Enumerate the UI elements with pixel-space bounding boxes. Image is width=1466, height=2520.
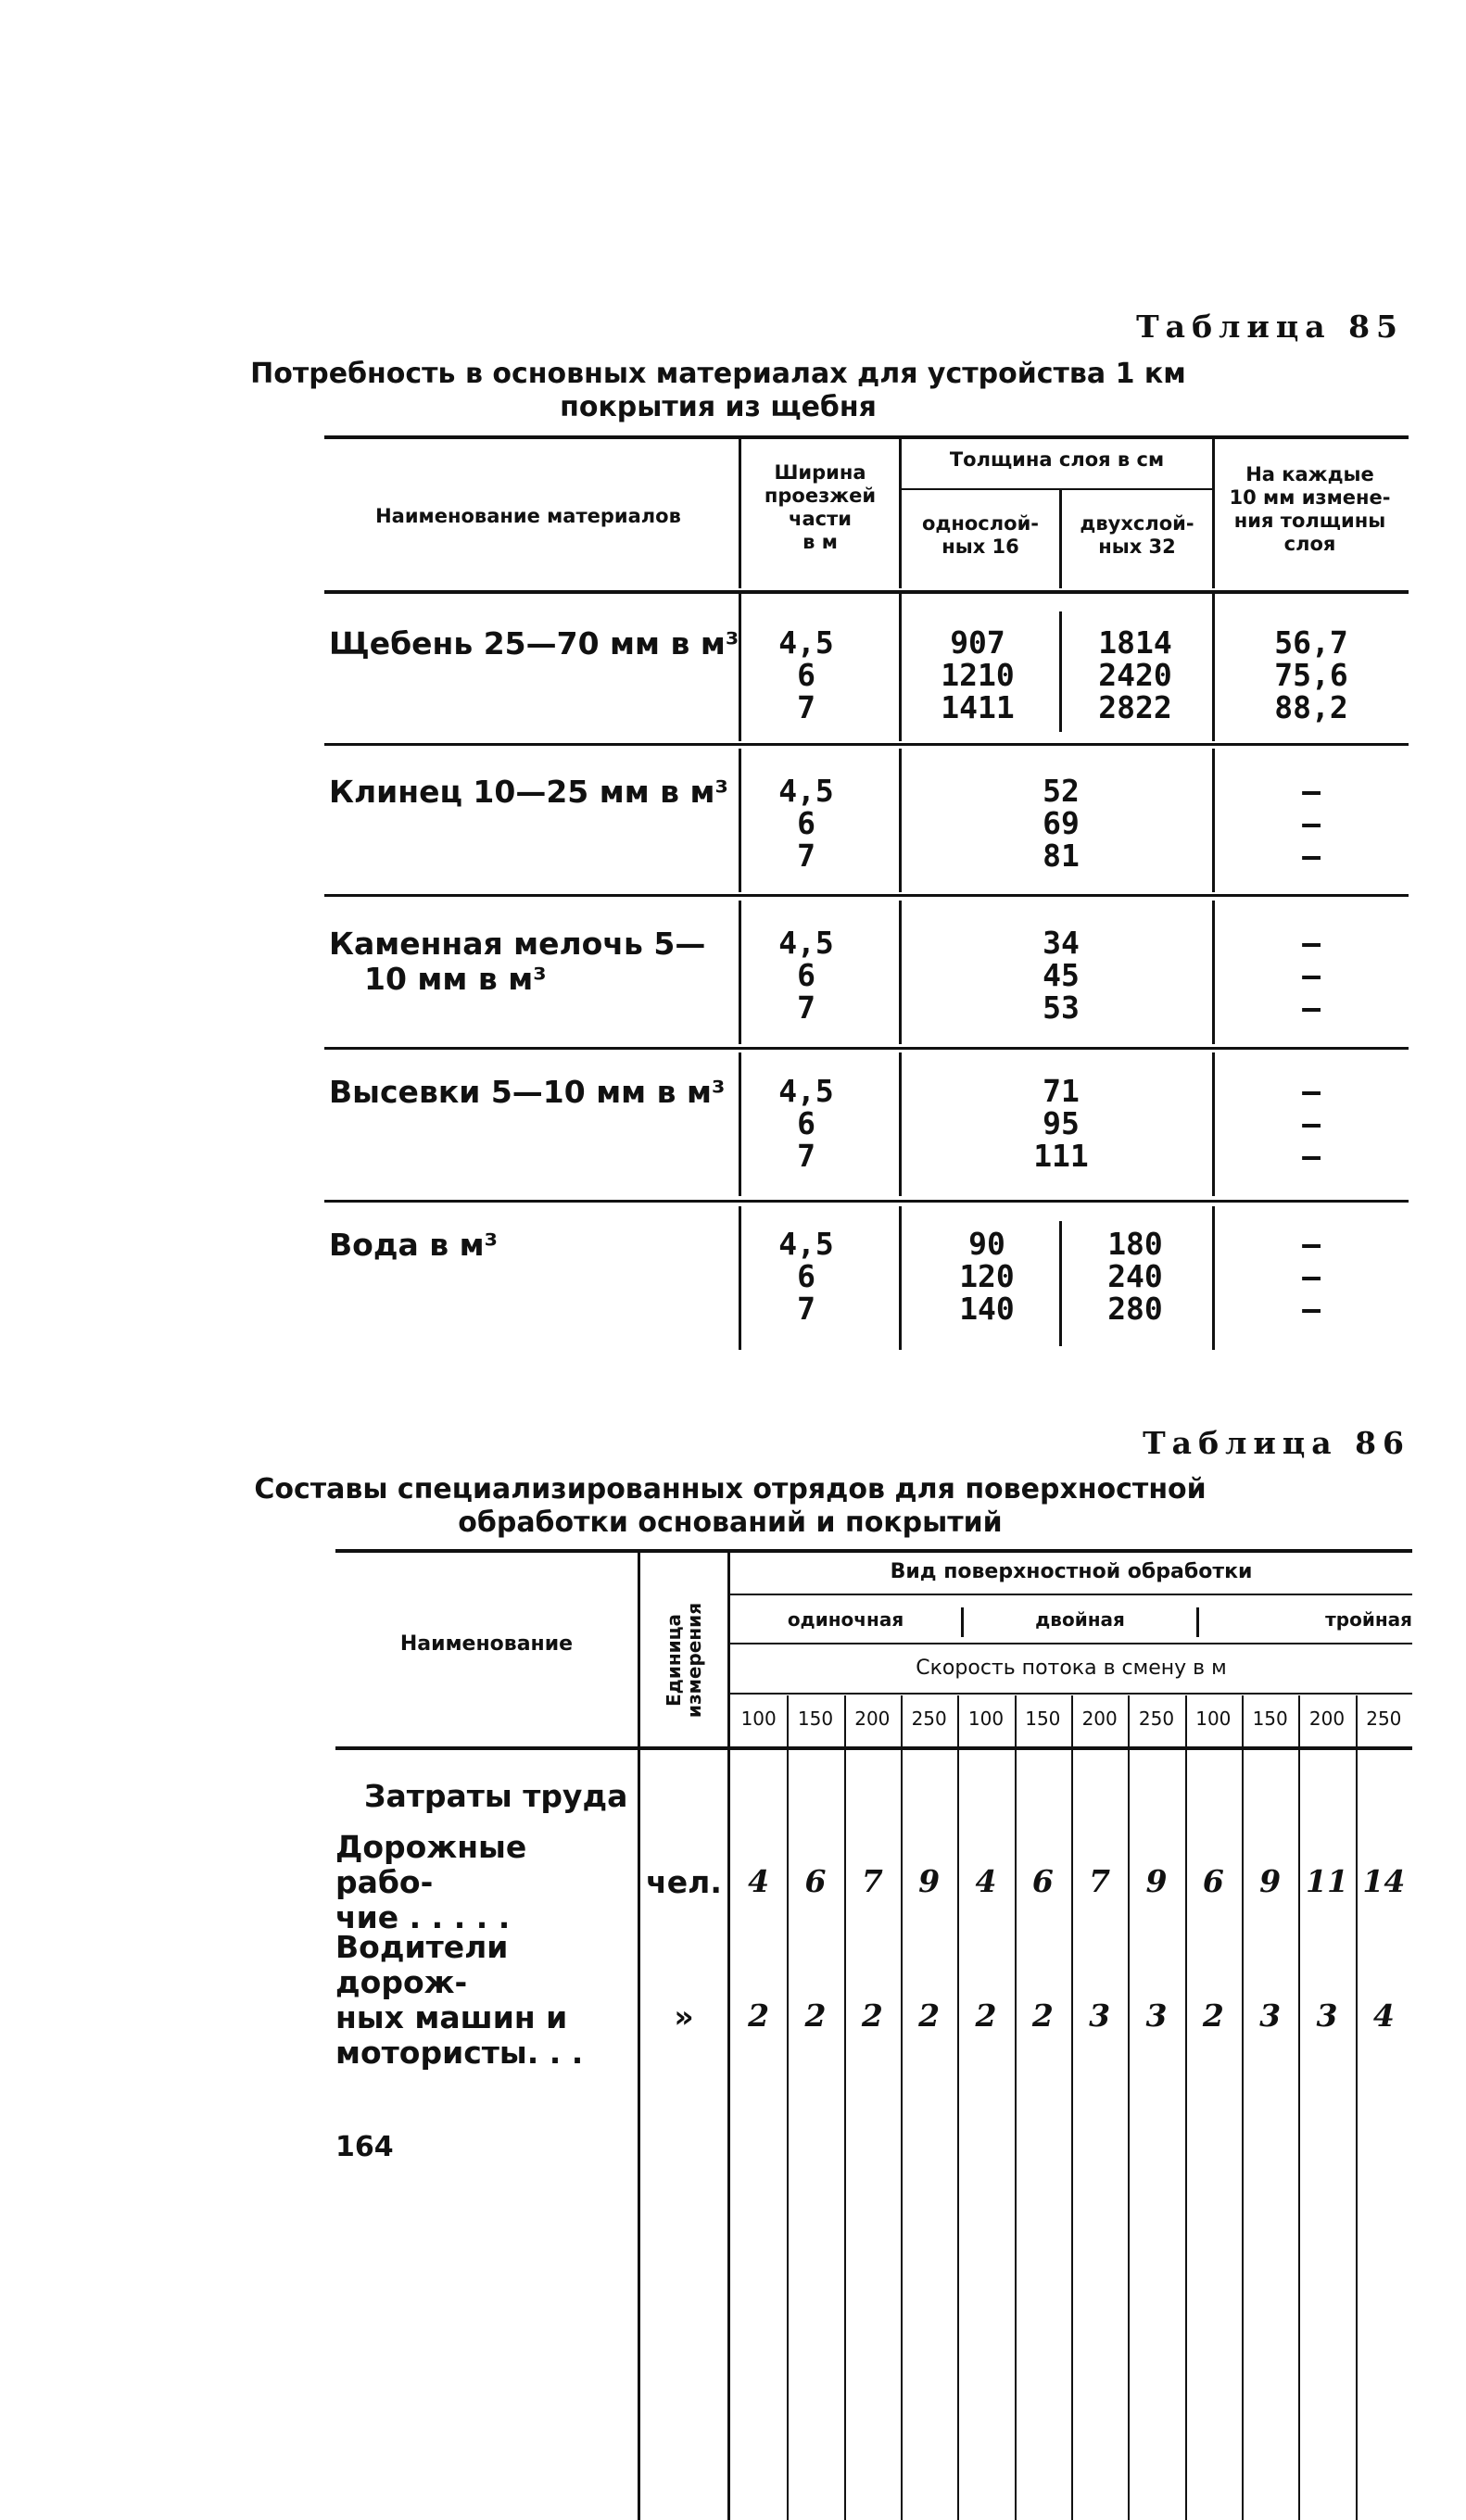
t85-row5-per10 <box>1260 1228 1362 1325</box>
t86-row2-value-11: 4 <box>1372 1997 1395 2034</box>
t85-row1-per10 <box>1242 626 1381 724</box>
t85-header-width <box>741 461 899 554</box>
t85-hdr-width-l4: в м <box>803 531 838 553</box>
t85-row3-rule <box>324 1047 1409 1050</box>
t86-col-line-6 <box>1071 1695 1073 2520</box>
t85-r1-s1: 907 <box>950 624 1005 661</box>
t85-row2-widths <box>760 775 853 872</box>
t85-row5-double <box>1075 1228 1195 1325</box>
t85-row1-rule <box>324 743 1409 746</box>
t85-r5-vline-3 <box>1059 1221 1062 1346</box>
t85-r5-s2: 120 <box>959 1258 1015 1294</box>
t85-r5-p1: — <box>1302 1226 1321 1262</box>
t86-section-heading: Затраты труда <box>364 1778 628 1814</box>
speed-col-1: 150 <box>797 1707 834 1730</box>
t85-hdr-per10-l1: На каждые <box>1245 463 1374 485</box>
t85-r4-w1: 4,5 <box>778 1073 834 1109</box>
t86-row2-value-10: 3 <box>1316 1997 1338 2034</box>
table85-thickness-rule <box>902 488 1212 490</box>
t86-col-line-2 <box>844 1695 846 2520</box>
t85-r5-w2: 6 <box>797 1258 815 1294</box>
speed-col-0: 100 <box>740 1707 777 1730</box>
t85-r1-d2: 2420 <box>1098 657 1172 693</box>
t86-row2-name <box>335 1930 632 2071</box>
t86-row2-unit: » <box>674 1998 694 2035</box>
t85-r3-m3: 53 <box>1043 989 1080 1026</box>
t85-r3-w1: 4,5 <box>778 925 834 961</box>
t85-row2-rule <box>324 894 1409 897</box>
t85-r1-vline-2 <box>899 593 902 741</box>
t85-row2-merged <box>1001 775 1121 872</box>
t86-col-line-3 <box>901 1695 903 2520</box>
t85-r2-w2: 6 <box>797 805 815 841</box>
t86-r1-name-l1: Дорожные рабо- <box>335 1829 527 1900</box>
t85-r3-p2: — <box>1302 957 1321 993</box>
t85-row1-name: Щебень 25—70 мм в м³ <box>329 625 739 662</box>
t86-row1-value-5: 6 <box>1031 1863 1054 1899</box>
t86-header-name: Наименование <box>399 1632 574 1656</box>
t86-row2-value-4: 2 <box>975 1997 997 2034</box>
t85-hdr-per10-l4: слоя <box>1283 533 1336 555</box>
speed-col-11: 250 <box>1366 1707 1402 1730</box>
t85-hdr-width-l2: проезжей <box>764 485 877 507</box>
t85-r2-w3: 7 <box>797 838 815 874</box>
t85-r4-p3: — <box>1302 1138 1321 1174</box>
t85-row1-double <box>1075 626 1195 724</box>
t85-r2-vline-4 <box>1212 749 1215 892</box>
t85-r5-s3: 140 <box>959 1291 1015 1327</box>
t85-r3-m1: 34 <box>1043 925 1080 961</box>
t85-header-name: Наименование материалов <box>375 505 681 527</box>
t85-r4-m2: 95 <box>1043 1105 1080 1141</box>
t85-r1-p2: 75,6 <box>1274 657 1348 693</box>
t86-row2-value-9: 3 <box>1259 1997 1282 2034</box>
t86-row1-value-4: 4 <box>975 1863 997 1899</box>
t86-header-double: двойная <box>1035 1608 1125 1631</box>
t85-hdr-width-l3: части <box>789 508 852 530</box>
t85-r2-w1: 4,5 <box>778 773 834 809</box>
t85-r4-w3: 7 <box>797 1138 815 1174</box>
t85-r4-vline-2 <box>899 1052 902 1196</box>
table86-title-line1: Составы специализированных отрядов для поверхностной <box>254 1473 1207 1506</box>
speed-col-7: 250 <box>1138 1707 1175 1730</box>
t85-r4-w2: 6 <box>797 1105 815 1141</box>
t85-row1-widths <box>760 626 853 724</box>
t86-row2-value-2: 2 <box>861 1997 883 2034</box>
t85-r4-m1: 71 <box>1043 1073 1080 1109</box>
t85-hdr-single-l1: однослой- <box>921 512 1039 535</box>
t86-header-unit: Единица измерения <box>663 1602 705 1719</box>
t86-col-line-5 <box>1015 1695 1017 2520</box>
t85-r4-vline-4 <box>1212 1052 1215 1196</box>
t85-r3-vline-1 <box>739 901 741 1044</box>
t85-r1-w2: 6 <box>797 657 815 693</box>
t86-row1-unit: чел. <box>646 1864 722 1900</box>
t85-header-per10 <box>1215 463 1405 556</box>
t85-r3-w2: 6 <box>797 957 815 993</box>
t85-r1-vline-3 <box>1059 611 1062 732</box>
t86-col-line-9 <box>1242 1695 1244 2520</box>
t86-row1-value-3: 9 <box>918 1863 941 1899</box>
t86-row2-value-0: 2 <box>748 1997 770 2034</box>
t85-r5-d3: 280 <box>1107 1291 1163 1327</box>
t86-vline-unit-values <box>727 1552 730 2520</box>
t85-r5-w1: 4,5 <box>778 1226 834 1262</box>
t85-row4-merged <box>1001 1075 1121 1172</box>
t85-r2-vline-2 <box>899 749 902 892</box>
t86-vline-name-unit <box>638 1552 640 2520</box>
t86-col-line-10 <box>1298 1695 1300 2520</box>
t85-r4-vline-1 <box>739 1052 741 1196</box>
table85-top-rule <box>324 435 1409 439</box>
t85-r2-m2: 69 <box>1043 805 1080 841</box>
speed-col-4: 100 <box>967 1707 1005 1730</box>
t85-r5-d2: 240 <box>1107 1258 1163 1294</box>
t85-r1-w3: 7 <box>797 689 815 725</box>
t86-row2-value-3: 2 <box>918 1997 941 2034</box>
t85-row2-per10 <box>1260 775 1362 872</box>
t85-r2-p1: — <box>1302 773 1321 809</box>
t85-row3-per10 <box>1260 926 1362 1024</box>
t85-r2-vline-1 <box>739 749 741 892</box>
t85-header-single <box>902 512 1059 559</box>
t86-header-triple: тройная <box>1325 1608 1412 1631</box>
t86-row1-value-7: 9 <box>1145 1863 1168 1899</box>
t85-header-double <box>1062 512 1212 559</box>
t85-r1-d1: 1814 <box>1098 624 1172 661</box>
t85-r4-p1: — <box>1302 1073 1321 1109</box>
t85-r1-d3: 2822 <box>1098 689 1172 725</box>
t86-col-line-7 <box>1128 1695 1130 2520</box>
t85-r5-vline-4 <box>1212 1206 1215 1350</box>
t85-r2-m3: 81 <box>1043 838 1080 874</box>
t86-header-single: одиночная <box>787 1608 904 1631</box>
t85-r3-p3: — <box>1302 989 1321 1026</box>
speed-col-9: 150 <box>1252 1707 1288 1730</box>
t85-r5-w3: 7 <box>797 1291 815 1327</box>
t85-r3-m2: 45 <box>1043 957 1080 993</box>
t85-r1-s2: 1210 <box>941 657 1015 693</box>
table85-header-rule <box>324 590 1409 594</box>
t86-row1-value-0: 4 <box>748 1863 770 1899</box>
t85-r5-s1: 90 <box>968 1226 1005 1262</box>
page-number: 164 <box>335 2131 394 2163</box>
t85-hdr-single-l2: ных 16 <box>942 536 1019 558</box>
t86-col-line-11 <box>1356 1695 1358 2520</box>
t85-row3-merged <box>1001 926 1121 1024</box>
t85-r4-p2: — <box>1302 1105 1321 1141</box>
t85-r1-w1: 4,5 <box>778 624 834 661</box>
t85-r1-p3: 88,2 <box>1274 689 1348 725</box>
t86-row1-name <box>335 1830 632 1935</box>
t85-hdr-per10-l3: ния толщины <box>1233 510 1386 532</box>
t85-row2-name: Клинец 10—25 мм в м³ <box>329 774 728 810</box>
t86-row1-value-6: 7 <box>1089 1863 1111 1899</box>
t85-r4-m3: 111 <box>1033 1138 1089 1174</box>
t85-row1-single <box>917 626 1038 724</box>
t86-header-kind: Вид поверхностной обработки <box>890 1560 1253 1583</box>
t86-row2-value-7: 3 <box>1145 1997 1168 2034</box>
t86-col-line-4 <box>957 1695 959 2520</box>
t86-col-line-1 <box>787 1695 789 2520</box>
t86-row1-value-10: 11 <box>1306 1863 1348 1899</box>
table85-title-line1: Потребность в основных материалах для устройства 1 км <box>250 358 1186 390</box>
t85-r1-p1: 56,7 <box>1274 624 1348 661</box>
t86-row1-value-11: 14 <box>1362 1863 1406 1899</box>
t85-row4-rule <box>324 1200 1409 1203</box>
t86-row2-value-5: 2 <box>1031 1997 1054 2034</box>
t85-r1-vline-1 <box>739 593 741 741</box>
speed-col-8: 100 <box>1195 1707 1232 1730</box>
t86-r2-name-l1: Водители дорож- <box>335 1929 509 2000</box>
t85-r2-m1: 52 <box>1043 773 1080 809</box>
t85-r5-vline-2 <box>899 1206 902 1350</box>
t85-hdr-per10-l2: 10 мм измене- <box>1229 486 1391 509</box>
t85-r1-s3: 1411 <box>941 689 1015 725</box>
table86-caption: Таблица 86 <box>1143 1425 1410 1461</box>
t85-r3-vline-4 <box>1212 901 1215 1044</box>
table86-kind-rule <box>730 1594 1412 1595</box>
speed-col-3: 250 <box>911 1707 947 1730</box>
table86-header-rule <box>335 1746 1412 1750</box>
speed-col-2: 200 <box>854 1707 891 1730</box>
t86-row2-value-1: 2 <box>804 1997 827 2034</box>
t85-r5-d1: 180 <box>1107 1226 1163 1262</box>
table86-type-rule <box>730 1643 1412 1644</box>
t85-hdr-width-l1: Ширина <box>774 461 866 484</box>
t85-r3-w3: 7 <box>797 989 815 1026</box>
t86-r1-name-l2: чие . . . . . <box>335 1899 511 1935</box>
t85-r5-vline-1 <box>739 1206 741 1350</box>
t86-r2-name-l2: ных машин и <box>335 1999 568 2035</box>
speed-col-10: 200 <box>1308 1707 1346 1730</box>
speed-col-5: 150 <box>1025 1707 1061 1730</box>
t85-r3-name-l1: Каменная мелочь 5— <box>329 926 706 962</box>
t86-row1-value-8: 6 <box>1202 1863 1224 1899</box>
t85-row5-single <box>927 1228 1047 1325</box>
t85-r2-p3: — <box>1302 838 1321 874</box>
t86-row2-value-6: 3 <box>1089 1997 1111 2034</box>
t86-col-line-8 <box>1185 1695 1187 2520</box>
table86-title-line2: обработки оснований и покрытий <box>458 1506 1003 1539</box>
t85-row3-name <box>329 926 705 997</box>
speed-col-6: 200 <box>1081 1707 1118 1730</box>
t85-row5-widths <box>760 1228 853 1325</box>
t85-header-thickness: Толщина слоя в см <box>949 448 1165 471</box>
t85-r3-vline-2 <box>899 901 902 1044</box>
t85-row4-per10 <box>1260 1075 1362 1172</box>
t86-header-speed: Скорость потока в смену в м <box>916 1657 1227 1680</box>
t85-r2-p2: — <box>1302 805 1321 841</box>
table85-caption: Таблица 85 <box>1136 309 1404 345</box>
t86-r2-name-l3: мотористы. . . <box>335 2035 584 2071</box>
t85-hdr-double-l1: двухслой- <box>1080 512 1194 535</box>
table85-title-line2: покрытия из щебня <box>560 391 877 423</box>
t85-r1-vline-4 <box>1212 593 1215 741</box>
t86-row2-value-8: 2 <box>1202 1997 1224 2034</box>
table86-top-rule <box>335 1549 1412 1553</box>
t86-row1-value-1: 6 <box>804 1863 827 1899</box>
t85-r5-p3: — <box>1302 1291 1321 1327</box>
t85-r3-p1: — <box>1302 925 1321 961</box>
t85-row4-widths <box>760 1075 853 1172</box>
t85-r3-name-l2: 10 мм в м³ <box>364 961 547 997</box>
table86-speed-rule <box>730 1693 1412 1695</box>
t85-row4-name: Высевки 5—10 мм в м³ <box>329 1074 726 1110</box>
t86-row1-value-9: 9 <box>1259 1863 1282 1899</box>
t85-row3-widths <box>760 926 853 1024</box>
t85-r5-p2: — <box>1302 1258 1321 1294</box>
t86-row1-value-2: 7 <box>861 1863 883 1899</box>
t85-hdr-double-l2: ных 32 <box>1098 536 1176 558</box>
t85-row5-name: Вода в м³ <box>329 1227 499 1263</box>
